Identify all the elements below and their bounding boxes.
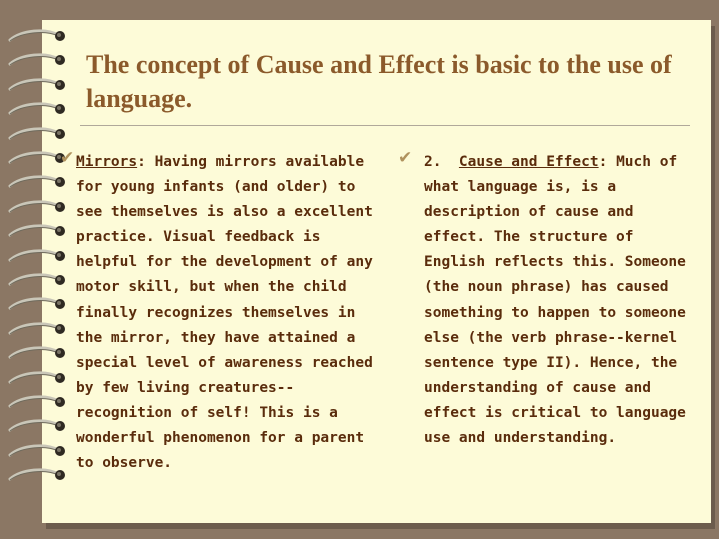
spiral-ring-icon — [6, 199, 68, 215]
spiral-ring-icon — [6, 28, 68, 44]
spiral-ring-icon — [6, 52, 68, 68]
spiral-ring-icon — [6, 101, 68, 117]
spiral-ring-icon — [6, 174, 68, 190]
spiral-ring-icon — [6, 296, 68, 312]
spiral-ring-icon — [6, 418, 68, 434]
spiral-ring-icon — [6, 321, 68, 337]
spiral-ring-icon — [6, 272, 68, 288]
title-divider — [80, 125, 690, 126]
spiral-ring-icon — [6, 126, 68, 142]
checkmark-icon: ✔ — [60, 148, 75, 168]
spiral-binding — [6, 28, 68, 508]
spiral-ring-icon — [6, 248, 68, 264]
spiral-ring-icon — [6, 443, 68, 459]
right-heading: Cause and Effect — [458, 154, 599, 170]
left-paragraph — [76, 150, 376, 476]
spiral-ring-icon — [6, 467, 68, 483]
right-paragraph — [424, 150, 686, 451]
left-body: : Having mirrors available for young infants (and older) to see themselves is also a excellent practice. Visual feedback is helpful for the development of any motor skill, but when the child finally recognizes themselves in the mirror, they have attained a special level of awareness reached by few living creatures--recognition of self! This is a wonderful phenomenon for a parent to observe. — [76, 154, 373, 472]
spiral-ring-icon — [6, 223, 68, 239]
checkmark-icon: ✔ — [398, 148, 413, 168]
spiral-ring-icon — [6, 370, 68, 386]
right-number: 2. — [424, 154, 459, 170]
right-body: : Much of what language is, is a description of cause and effect. The structure of English reflects this. Someone (the noun phrase) has caused something to happen to someone else (the verb phrase--kernel sentence type II). Hence, the understanding of cause and effect is critical to language use and understanding. — [424, 154, 686, 447]
spiral-ring-icon — [6, 394, 68, 410]
left-heading: Mirrors — [76, 154, 138, 170]
spiral-ring-icon — [6, 150, 68, 166]
slide-title: The concept of Cause and Effect is basic to the use of language. — [86, 50, 672, 113]
spiral-ring-icon — [6, 77, 68, 93]
spiral-ring-icon — [6, 345, 68, 361]
